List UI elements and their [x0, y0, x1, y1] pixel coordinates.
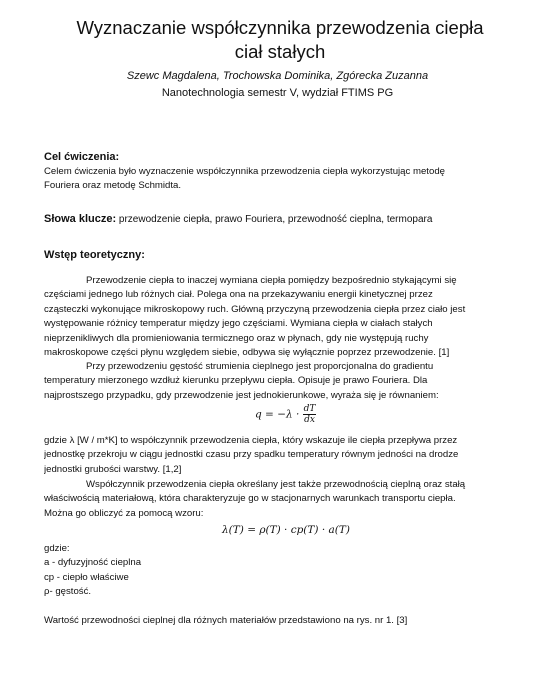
text-line: makroskopowe części płynu względem siebie, odbywa się wyłącznie poprzez przewodzenie. [1] [44, 346, 450, 358]
conductivity-formula: λ(T) = ρ(T) · cp(T) · a(T) [222, 524, 350, 536]
text-line: Przy przewodzeniu gęstość strumienia cieplnego jest proporcjonalna do gradientu [86, 361, 434, 372]
paragraph-4 [44, 478, 514, 521]
definition-item: ρ- gęstość. [44, 586, 92, 598]
text-line: występowanie różnicy temperatur między jego częściami. Wymiana ciepła w ciałach stałych [44, 318, 433, 330]
text-line: gdzie λ [W / m*K] to współczynnik przewodzenia ciepła, który wskazuje ile ciepła przepływa przez [44, 435, 458, 446]
text-line: Można go obliczyć za pomocą wzoru: [44, 507, 204, 519]
text-line: nieprzenikliwych dla promieniowania termicznego oraz w płynach, gdy nie występują ruchy [44, 332, 429, 344]
authors: Szewc Magdalena, Trochowska Dominika, Zgórecka Zuzanna [126, 70, 429, 82]
text-line: Celem ćwiczenia było wyznaczenie współczynnika przewodzenia ciepła wykorzystując metodę [44, 166, 445, 177]
text-line: jednostkę przekroju w ciągu jednostki czasu przy spadku temperatury równym jedności na drodze [44, 449, 459, 461]
keywords-label: Słowa klucze: [44, 213, 117, 225]
definitions [44, 542, 514, 600]
text-line: Wartość przewodności cieplnej dla różnych materiałów przedstawiono na rys. nr 1. [3] [44, 615, 408, 626]
keywords-text: przewodzenie ciepła, prawo Fouriera, przewodność cieplna, termopara [116, 214, 433, 225]
closing-paragraph [44, 614, 514, 628]
formula-fraction [303, 404, 317, 425]
text-line: Przewodzenie ciepła to inaczej wymiana ciepła pomiędzy bezpośrednio stykającymi się [86, 275, 457, 286]
text-line: cząsteczki wykonujące mikroskopowy ruch. Główną przyczyną przewodzenia ciepła przez ciało jest [44, 303, 466, 315]
definition-item: a - dyfuzyjność cieplna [44, 557, 142, 569]
title-line-1: Wyznaczanie współczynnika przewodzenia ciepła [76, 17, 484, 38]
paragraph-3 [44, 434, 514, 477]
paragraph-1 [44, 274, 514, 360]
formula-numerator: dT [303, 404, 316, 414]
wstep-heading: Wstęp teoretyczny: [44, 249, 145, 261]
text-line: jednostki grubości warstwy. [1,2] [44, 463, 182, 475]
fourier-formula [255, 404, 316, 425]
gdzie-label: gdzie: [44, 543, 70, 554]
paper-title [40, 16, 520, 64]
text-line: Współczynnik przewodzenia ciepła określany jest także przewodnością cieplną oraz stałą [86, 479, 466, 490]
formula-denominator: dx [304, 415, 315, 425]
text-line: częściami jednego lub różnych ciał. Polega ona na przekazywaniu energii kinetycznej przez [44, 289, 433, 301]
formula-left: q = −λ · [255, 408, 300, 421]
keywords [44, 212, 514, 226]
paragraph-2 [44, 360, 514, 403]
cel-paragraph [44, 165, 514, 194]
text-line: temperatury mierzonego wzdłuż kierunku przepływu ciepła. Opisuje je prawo Fouriera. Dla [44, 375, 428, 387]
text-line: właściwością materiałową, która charakteryzuje go w stacjonarnych warunkach transportu ciepła. [44, 493, 456, 505]
cel-heading: Cel ćwiczenia: [44, 151, 120, 163]
title-line-2: ciał stałych [234, 41, 326, 62]
text-line: najprostszego przypadku, gdy przewodzenie jest jednokierunkowe, wyraża się je równaniem: [44, 389, 439, 401]
department: Nanotechnologia semestr V, wydział FTIMS PG [161, 87, 394, 99]
definition-item: cp - ciepło właściwe [44, 571, 129, 583]
text-line: Fouriera oraz metodę Schmidta. [44, 180, 182, 192]
